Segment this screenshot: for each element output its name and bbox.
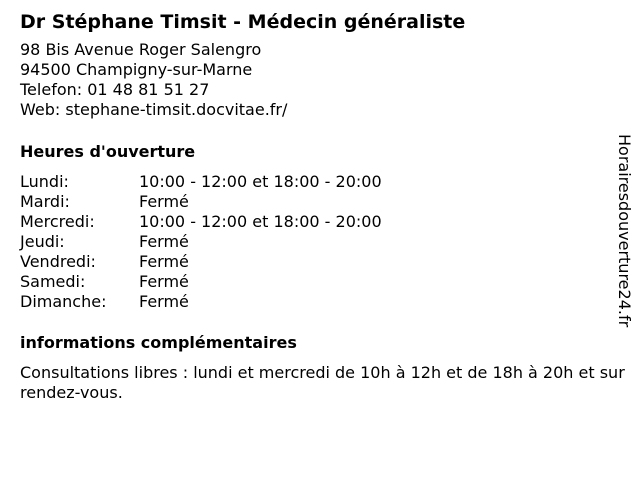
day-label: Vendredi:: [20, 252, 96, 271]
day-hours: Fermé: [139, 232, 189, 251]
day-label: Mardi:: [20, 192, 70, 211]
hours-row-sunday: [20, 292, 620, 312]
day-hours: 10:00 - 12:00 et 18:00 - 20:00: [139, 212, 382, 231]
day-label: Lundi:: [20, 172, 69, 191]
hours-row-thursday: [20, 232, 620, 252]
day-hours: Fermé: [139, 292, 189, 311]
page-title: Dr Stéphane Timsit - Médecin généraliste: [20, 11, 466, 33]
web-link[interactable]: Web: stephane-timsit.docvitae.fr/: [20, 100, 288, 119]
hours-row-wednesday: [20, 212, 620, 232]
day-label: Mercredi:: [20, 212, 95, 231]
additional-info-heading: informations complémentaires: [20, 333, 297, 352]
day-hours: Fermé: [139, 272, 189, 291]
hours-row-tuesday: [20, 192, 620, 212]
phone-line: Telefon: 01 48 81 51 27: [20, 80, 210, 99]
additional-info-text: Consultations libres : lundi et mercredi de 10h à 12h et de 18h à 20h et sur rendez-vous.: [20, 363, 625, 402]
address-line-1: 98 Bis Avenue Roger Salengro: [20, 40, 262, 59]
site-watermark: Horairesdouverture24.fr: [615, 134, 634, 328]
hours-row-saturday: [20, 272, 620, 292]
opening-hours-heading: Heures d'ouverture: [20, 142, 196, 161]
day-hours: 10:00 - 12:00 et 18:00 - 20:00: [139, 172, 382, 191]
address-line-2: 94500 Champigny-sur-Marne: [20, 60, 253, 79]
day-label: Samedi:: [20, 272, 86, 291]
day-hours: Fermé: [139, 252, 189, 271]
day-label: Dimanche:: [20, 292, 107, 311]
day-label: Jeudi:: [20, 232, 65, 251]
hours-row-friday: [20, 252, 620, 272]
day-hours: Fermé: [139, 192, 189, 211]
opening-hours-table: [20, 172, 620, 312]
hours-row-monday: [20, 172, 620, 192]
